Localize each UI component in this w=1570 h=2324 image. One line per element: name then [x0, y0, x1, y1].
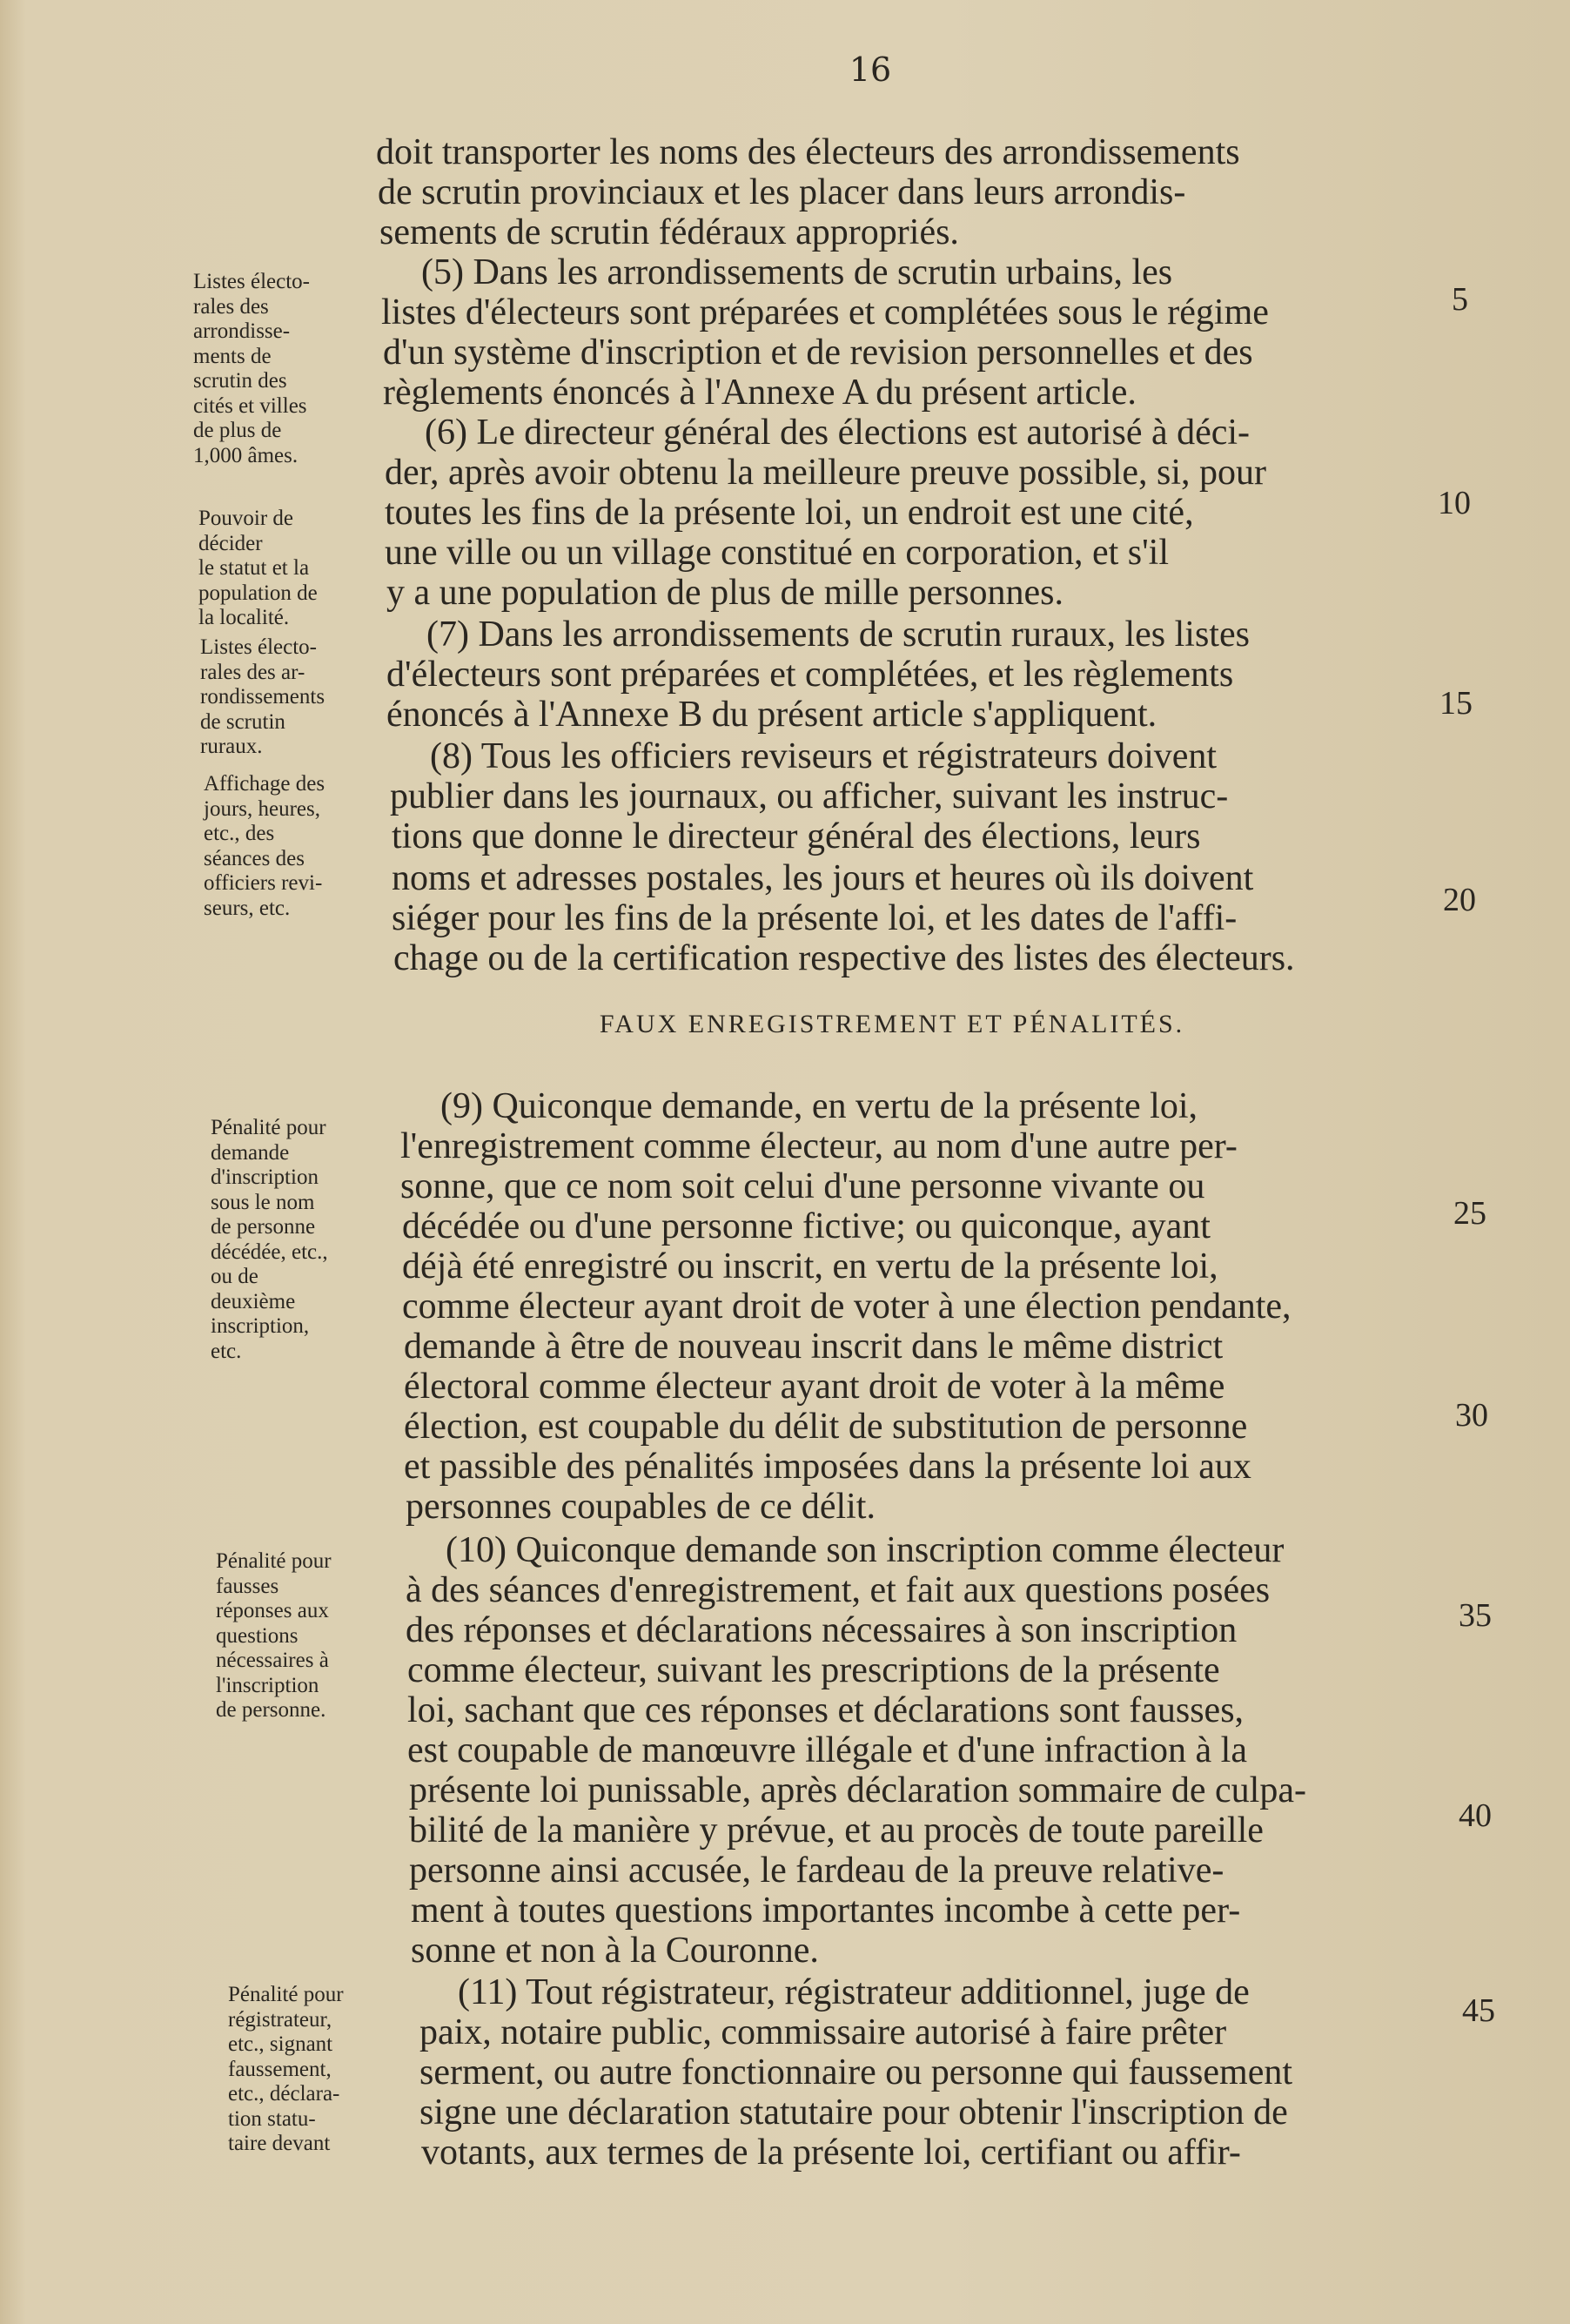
text-line: loi, sachant que ces réponses et déclarations sont fausses, [407, 1690, 1245, 1730]
text-line: (5) Dans les arrondissements de scrutin urbains, les [421, 252, 1173, 292]
line-number: 35 [1459, 1597, 1492, 1634]
line-number: 40 [1459, 1797, 1492, 1834]
margin-note: Pénalité pour demande d'inscription sous le nom de personne décédée, etc., ou de deuxième inscription, etc. [211, 1116, 328, 1363]
text-line: y a une population de plus de mille personnes. [386, 573, 1064, 613]
text-line: énoncés à l'Annexe B du présent article s'appliquent. [386, 695, 1157, 735]
text-line: signe une déclaration statutaire pour obtenir l'inscription de [419, 2092, 1288, 2133]
text-line: d'un système d'inscription et de revision personnelles et des [383, 332, 1253, 373]
page-number: 16 [849, 50, 892, 89]
text-line: électoral comme électeur ayant droit de voter à la même [404, 1367, 1225, 1407]
text-line: sonne et non à la Couronne. [411, 1931, 819, 1971]
text-line: (8) Tous les officiers reviseurs et régistrateurs doivent [430, 736, 1218, 776]
text-line: listes d'électeurs sont préparées et complétées sous le régime [381, 292, 1269, 332]
text-line: doit transporter les noms des électeurs des arrondissements [376, 132, 1240, 172]
text-line: serment, ou autre fonctionnaire ou personne qui faussement [419, 2052, 1293, 2092]
line-number: 45 [1462, 1992, 1495, 2029]
margin-note: Pénalité pour régistrateur, etc., signant faussement, etc., déclara- tion statu- taire devant [228, 1983, 344, 2155]
text-line: bilité de la manière y prévue, et au procès de toute pareille [409, 1810, 1264, 1850]
text-line: une ville ou un village constitué en corporation, et s'il [385, 533, 1170, 573]
margin-note: Listes électo- rales des arrondisse- ments de scrutin des cités et villes de plus de 1,000 âmes. [193, 270, 310, 467]
text-line: (6) Le directeur général des élections est autorisé à déci- [425, 413, 1251, 453]
text-line: des réponses et déclarations nécessaires à son inscription [406, 1610, 1238, 1650]
margin-note: Pouvoir de décider le statut et la population de la localité. [198, 507, 318, 629]
text-line: élection, est coupable du délit de substitution de personne [404, 1407, 1248, 1447]
text-line: règlements énoncés à l'Annexe A du présent article. [383, 373, 1137, 413]
text-line: publier dans les journaux, ou afficher, suivant les instruc- [390, 776, 1229, 816]
text-line: l'enregistrement comme électeur, au nom d'une autre per- [400, 1126, 1238, 1166]
margin-note: Listes électo- rales des ar- rondissements de scrutin ruraux. [200, 635, 325, 758]
text-line: à des séances d'enregistrement, et fait aux questions posées [406, 1570, 1271, 1610]
text-line: votants, aux termes de la présente loi, certifiant ou affir- [421, 2133, 1241, 2173]
text-line: personne ainsi accusée, le fardeau de la preuve relative- [409, 1850, 1224, 1891]
text-line: est coupable de manœuvre illégale et d'une infraction à la [407, 1730, 1247, 1770]
text-line: présente loi punissable, après déclaration sommaire de culpa- [409, 1770, 1306, 1810]
line-number: 10 [1438, 485, 1471, 521]
margin-note: Affichage des jours, heures, etc., des séances des officiers revi- seurs, etc. [204, 772, 325, 920]
text-line: demande à être de nouveau inscrit dans le même district [404, 1327, 1224, 1367]
text-line: (11) Tout régistrateur, régistrateur additionnel, juge de [458, 1972, 1250, 2012]
line-number: 5 [1452, 281, 1468, 318]
text-line: toutes les fins de la présente loi, un endroit est une cité, [385, 493, 1194, 533]
text-line: der, après avoir obtenu la meilleure preuve possible, si, pour [385, 453, 1267, 493]
text-line: (9) Quiconque demande, en vertu de la présente loi, [440, 1086, 1198, 1126]
text-line: ment à toutes questions importantes incombe à cette per- [411, 1891, 1241, 1931]
text-line: d'électeurs sont préparées et complétées, et les règlements [386, 655, 1234, 695]
section-heading: FAUX ENREGISTREMENT ET PÉNALITÉS. [599, 1010, 1185, 1038]
text-line: (7) Dans les arrondissements de scrutin ruraux, les listes [426, 615, 1250, 655]
line-number: 30 [1455, 1397, 1488, 1434]
line-number: 20 [1443, 882, 1476, 918]
text-line: (10) Quiconque demande son inscription comme électeur [446, 1530, 1285, 1570]
line-number: 15 [1439, 685, 1473, 722]
text-line: comme électeur, suivant les prescriptions de la présente [407, 1650, 1220, 1690]
text-line: tions que donne le directeur général des élections, leurs [392, 816, 1201, 856]
text-line: personnes coupables de ce délit. [406, 1487, 876, 1527]
text-line: siéger pour les fins de la présente loi, et les dates de l'affi- [392, 898, 1238, 938]
text-line: de scrutin provinciaux et les placer dans leurs arrondis- [378, 172, 1186, 212]
text-line: sements de scrutin fédéraux appropriés. [379, 212, 959, 252]
text-line: décédée ou d'une personne fictive; ou quiconque, ayant [402, 1206, 1211, 1246]
margin-note: Pénalité pour fausses réponses aux questions nécessaires à l'inscription de personne. [216, 1549, 332, 1722]
text-line: et passible des pénalités imposées dans la présente loi aux [404, 1447, 1251, 1487]
text-line: déjà été enregistré ou inscrit, en vertu de la présente loi, [402, 1246, 1218, 1286]
text-line: paix, notaire public, commissaire autorisé à faire prêter [419, 2012, 1227, 2052]
line-number: 25 [1453, 1195, 1486, 1232]
text-line: sonne, que ce nom soit celui d'une personne vivante ou [400, 1166, 1205, 1206]
text-line: chage ou de la certification respective des listes des électeurs. [393, 938, 1295, 978]
text-line: noms et adresses postales, les jours et heures où ils doivent [392, 858, 1254, 898]
text-line: comme électeur ayant droit de voter à une élection pendante, [402, 1286, 1292, 1327]
